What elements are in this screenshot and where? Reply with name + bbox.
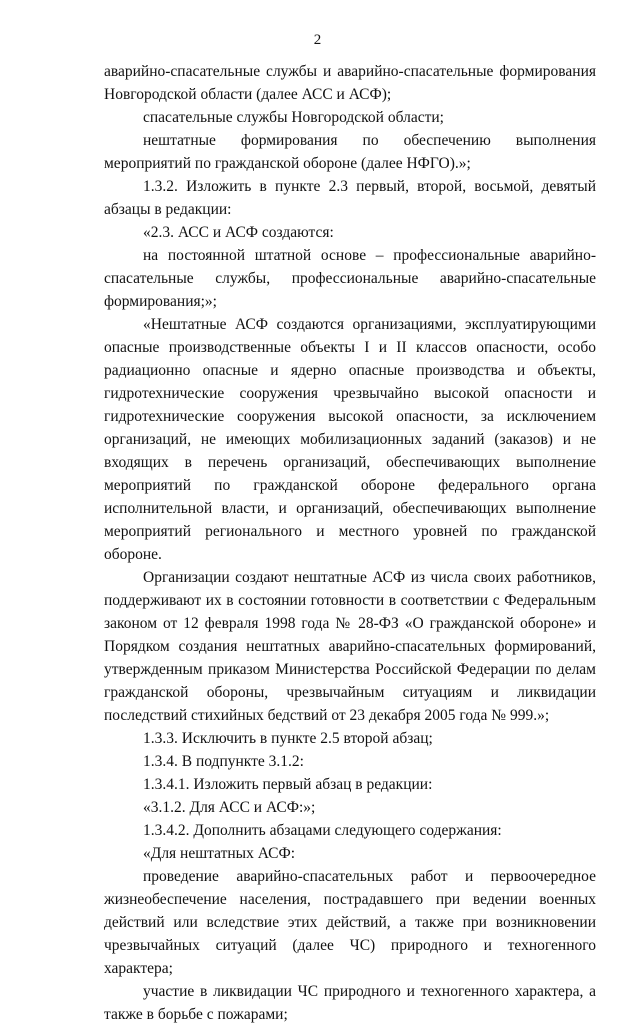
paragraph: аварийно-спасательные службы и аварийно-спасательные формирования Новгородской области (далее АСС и АСФ); bbox=[104, 63, 596, 103]
paragraph: «Для нештатных АСФ: bbox=[143, 845, 296, 862]
paragraph: 1.3.2. Изложить в пункте 2.3 первый, второй, восьмой, девятый абзацы в редакции: bbox=[104, 178, 596, 218]
paragraph: нештатные формирования по обеспечению выполнения мероприятий по гражданской обороне (далее НФГО).»; bbox=[104, 132, 596, 172]
paragraph: участие в ликвидации ЧС природного и техногенного характера, а также в борьбе с пожарами; bbox=[104, 983, 596, 1023]
paragraph: спасательные службы Новгородской области; bbox=[143, 109, 444, 126]
paragraph: 1.3.4.1. Изложить первый абзац в редакции: bbox=[143, 776, 433, 793]
document-body bbox=[104, 60, 596, 1026]
paragraph: «2.3. АСС и АСФ создаются: bbox=[143, 224, 334, 241]
paragraph: проведение аварийно-спасательных работ и первоочередное жизнеобеспечение населения, пострадавшего при ведении военных действий или вследствие этих действий, а также при возникновении чрезвычайных ситуаций (далее ЧС) природного и техногенного характера; bbox=[104, 868, 596, 977]
paragraph: 1.3.4. В подпункте 3.1.2: bbox=[143, 753, 304, 770]
page-number: 2 bbox=[313, 32, 322, 48]
paragraph: 1.3.4.2. Дополнить абзацами следующего содержания: bbox=[143, 822, 502, 839]
paragraph: «3.1.2. Для АСС и АСФ:»; bbox=[143, 799, 316, 816]
paragraph: «Нештатные АСФ создаются организациями, эксплуатирующими опасные производственные объекты I и II классов опасности, особо радиационно опасные и ядерно опасные производства и объекты, гидротехнические сооружения чрезвычайно высокой опасности и гидротехнические сооружения высокой опасности, за исключением организаций, не имеющих мобилизационных заданий (заказов) и не входящих в перечень организаций, обеспечивающих выполнение мероприятий по гражданской обороне федерального органа исполнительной власти, и организаций, обеспечивающих выполнение мероприятий регионального и местного уровней по гражданской обороне. bbox=[104, 316, 596, 563]
paragraph: 1.3.3. Исключить в пункте 2.5 второй абзац; bbox=[143, 730, 433, 747]
paragraph: Организации создают нештатные АСФ из числа своих работников, поддерживают их в состоянии готовности в соответствии с Федеральным законом от 12 февраля 1998 года № 28-ФЗ «О гражданской обороне» и Порядком создания нештатных аварийно-спасательных формирований, утвержденным приказом Министерства Российской Федерации по делам гражданской обороны, чрезвычайным ситуациям и ликвидации последствий стихийных бедствий от 23 декабря 2005 года № 999.»; bbox=[104, 569, 596, 724]
paragraph: на постоянной штатной основе – профессиональные аварийно-спасательные службы, профессиональные аварийно-спасательные формирования;»; bbox=[104, 247, 596, 310]
